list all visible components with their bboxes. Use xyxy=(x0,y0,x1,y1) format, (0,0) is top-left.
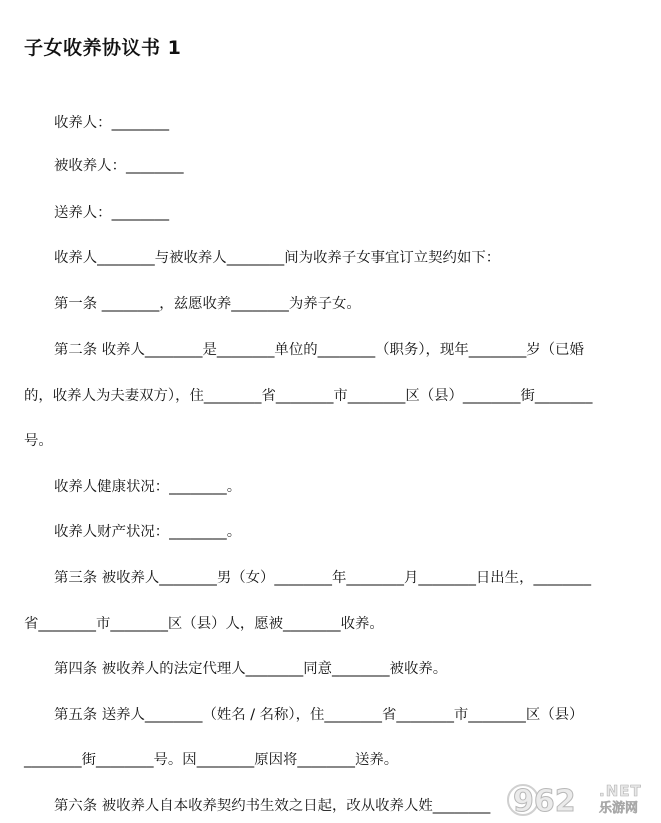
article-2-line-1: 第二条 收养人________是________单位的________（职务），现年________岁（已婚 xyxy=(54,342,584,358)
health-status-line: 收养人健康状况：________。 xyxy=(54,479,242,495)
article-2-line-2: 的，收养人为夫妻双方），住________省________市________区（县）________街________ xyxy=(24,388,593,404)
watermark-net-text: .NET xyxy=(599,781,642,800)
watermark-site-name: 乐游网 xyxy=(599,800,639,816)
adoptee-line: 被收养人：________ xyxy=(54,158,184,174)
article-3-line-2: 省________市________区（县）人，愿被________收养。 xyxy=(24,616,384,632)
giver-line: 送养人：________ xyxy=(54,205,170,221)
article-6-line-1: 第六条 被收养人自本收养契约书生效之日起，改从收养人姓________ xyxy=(54,798,491,814)
property-status-line: 收养人财产状况：________。 xyxy=(54,524,242,540)
agreement-intro-line: 收养人________与被收养人________间为收养子女事宜订立契约如下： xyxy=(54,250,501,266)
article-4-line: 第四条 被收养人的法定代理人________同意________被收养。 xyxy=(54,661,448,677)
watermark-logo-number: 962 xyxy=(513,784,576,819)
article-1-line: 第一条 ________，兹愿收养________为养子女。 xyxy=(54,296,361,312)
article-5-line-1: 第五条 送养人________（姓名 / 名称），住________省________市________区（县） xyxy=(54,707,584,723)
article-2-line-3: 号。 xyxy=(24,433,53,449)
watermark-logo-icon xyxy=(505,779,595,819)
article-3-line-1: 第三条 被收养人________男（女）________年________月________日出生，________ xyxy=(54,570,592,586)
watermark-logo xyxy=(505,779,595,819)
adopter-line: 收养人：________ xyxy=(54,115,170,131)
article-5-line-2: ________街________号。因________原因将________送养。 xyxy=(24,752,399,768)
watermark xyxy=(505,777,655,821)
document-title: 子女收养协议书 1 xyxy=(24,37,182,59)
